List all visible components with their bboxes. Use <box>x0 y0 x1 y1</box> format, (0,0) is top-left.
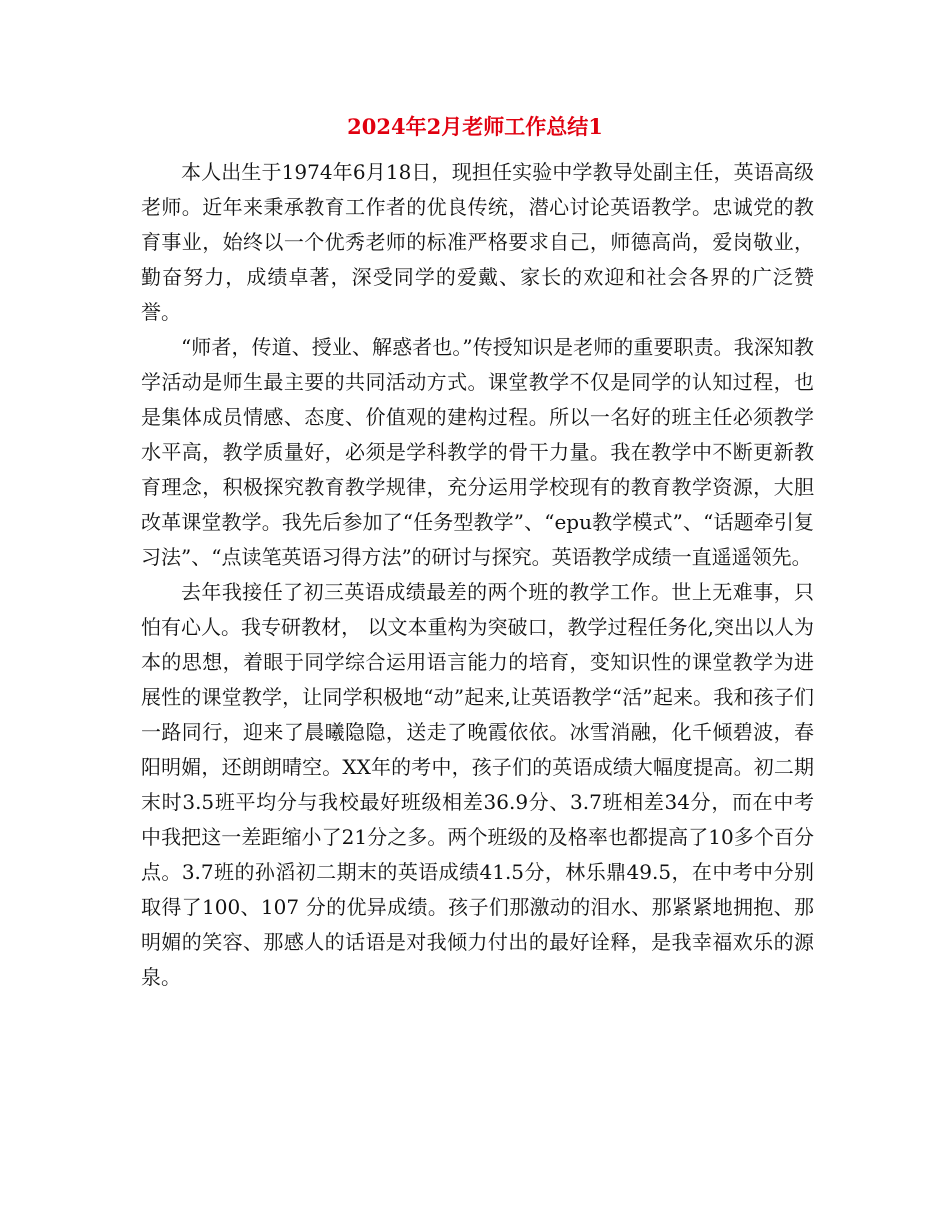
document-body <box>141 155 814 995</box>
document-title: 2024年2月老师工作总结1 <box>347 114 603 139</box>
paragraph-1: 本人出生于1974年6月18日，现担任实验中学教导处副主任，英语高级老师。近年来秉承教育工作者的优良传统，潜心讨论英语教学。忠诚党的教育事业，始终以一个优秀老师的标准严格要求自己，师德高尚，爱岗敬业，勤奋努力，成绩卓著，深受同学的爱戴、家长的欢迎和社会各界的广泛赞誉。 <box>141 160 814 324</box>
paragraph-2: “师者，传道、授业、解惑者也。”传授知识是老师的重要职责。我深知教学活动是师生最主要的共同活动方式。课堂教学不仅是同学的认知过程，也是集体成员情感、态度、价值观的建构过程。所以一名好的班主任必须教学水平高，教学质量好，必须是学科教学的骨干力量。我在教学中不断更新教育理念，积极探究教育教学规律，充分运用学校现有的教育教学资源，大胆改革课堂教学。我先后参加了“任务型教学”、“epu教学模式”、“话题牵引复习法”、“点读笔英语习得方法”的研讨与探究。英语教学成绩一直遥遥领先。 <box>141 335 814 569</box>
paragraph-3: 去年我接任了初三英语成绩最差的两个班的教学工作。世上无难事，只怕有心人。我专研教材， 以文本重构为突破口，教学过程任务化,突出以人为本的思想，着眼于同学综合运用语言能力的培育，变知识性的课堂教学为进展性的课堂教学，让同学积极地“动”起来,让英语教学“活”起来。我和孩子们一路同行，迎来了晨曦隐隐，送走了晚霞依依。冰雪消融，化千倾碧波，春阳明媚，还朗朗晴空。XX年的考中，孩子们的英语成绩大幅度提高。初二期末时3.5班平均分与我校最好班级相差36.9分、3.7班相差34分，而在中考中我把这一差距缩小了21分之多。两个班级的及格率也都提高了10多个百分点。3.7班的孙滔初二期末的英语成绩41.5分，林乐鼎49.5，在中考中分别取得了100、107 分的优异成绩。孩子们那激动的泪水、那紧紧地拥抱、那明媚的笑容、那感人的话语是对我倾力付出的最好诠释，是我幸福欢乐的源泉。 <box>141 580 814 989</box>
